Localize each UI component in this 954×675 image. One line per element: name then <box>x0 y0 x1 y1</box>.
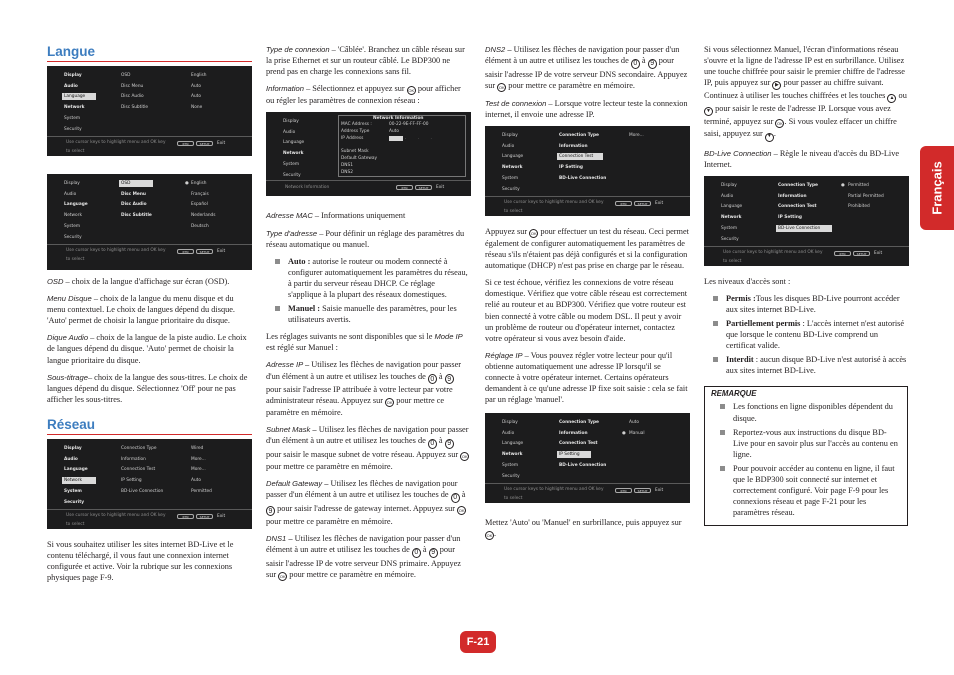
setting-item: IP Setting <box>778 214 802 220</box>
exit-label: Exit <box>655 200 664 206</box>
setting-item: Information <box>559 143 588 149</box>
rtn-button: RTN <box>615 488 632 493</box>
field-label: Address Type <box>341 129 370 135</box>
menu-item: System <box>721 225 738 231</box>
menu-item: Display <box>64 181 80 186</box>
remark-title: REMARQUE <box>711 389 757 399</box>
ip-field-dots: . . . <box>405 136 437 142</box>
ip-paragraph: Adresse IP – Utilisez les flèches de navigation pour passer d'un élément à un autre et utilisez les touches de 0 à 9 pour saisir l'adresse IP attribuée à votre lecteur par votre administrateur réseau. Appuyez sur OK pour mettre ce paramètre en mémoire. <box>266 360 462 418</box>
screenshot-bdlive-connection <box>704 176 909 266</box>
address-type-paragraph: Type d'adresse – Pour définir un réglage des paramètres du réseau automatique ou manuel. <box>266 228 465 249</box>
bdlive-connection-paragraph: BD-Live Connection – Règle le niveau d'accès du BD-Live Internet. <box>704 148 900 169</box>
rtn-button: RTN <box>615 201 632 206</box>
setting-value: Permitted <box>191 488 212 494</box>
menu-item: Security <box>64 127 82 132</box>
field-label: Default Gateway <box>341 156 378 162</box>
screenshot-language-menu <box>47 66 252 156</box>
setup-button: SETUP <box>196 249 213 254</box>
radio-dot-icon: ● <box>622 431 626 437</box>
rtn-button: RTN <box>834 251 851 256</box>
page-number: F-21 <box>460 631 496 653</box>
list-item: Reportez-vous aux instructions du disque BD-Live pour en savoir plus sur l'accès au contenu en ligne. <box>711 427 901 460</box>
divider <box>485 483 690 484</box>
osd-paragraph: OSD – choix de la langue d'affichage sur écran (OSD). <box>47 277 230 286</box>
menu-item: Audio <box>64 192 77 197</box>
ok-key-icon: OK <box>497 83 506 92</box>
screenshot-connection-test <box>485 126 690 216</box>
exit-label: Exit <box>436 185 445 191</box>
connection-type-paragraph: Type de connexion – 'Câblée'. Branchez un câble réseau sur la prise Ethernet et sur un routeur câblé. Le BDP300 ne prend pas en charge les connexions sans fil. <box>266 45 465 77</box>
setting-value: None <box>191 105 203 110</box>
footer-hint: Network Information <box>285 185 330 191</box>
menu-item: Security <box>502 474 520 480</box>
option: Nederlands <box>191 213 216 218</box>
setting-item: Disc Menu <box>121 84 144 89</box>
divider <box>47 244 252 245</box>
option: Deutsch <box>191 224 209 229</box>
key-9-icon: 9 <box>445 374 454 384</box>
setting-item: Disc Menu <box>121 192 146 197</box>
mac-value: 00-22-9E-FF-FF-00 <box>389 122 429 128</box>
exit-label: Exit <box>874 250 883 256</box>
menu-item: Security <box>64 235 82 240</box>
list-item: Pour pouvoir accéder au contenu en ligne, il faut que le BDP300 soit connecté sur internet et correctement configuré. Voir page F-9 pour les connexions réseau et page F-21 pour les paramètres réseau. <box>711 463 901 518</box>
info-title: Network Information <box>373 116 424 122</box>
setting-item: Disc Subtitle <box>121 213 152 218</box>
footer-hint: Use cursor keys to highlight menu and OK key to select <box>66 248 166 262</box>
mac-paragraph: Adresse MAC – Informations uniquement <box>266 211 406 221</box>
key-0-icon: 0 <box>451 493 460 503</box>
divider <box>704 246 909 247</box>
ok-key-icon: OK <box>485 531 494 540</box>
exit-label: Exit <box>217 249 226 254</box>
setting-item: IP Setting <box>121 477 142 483</box>
press-ok-paragraph: Appuyez sur OK pour effectuer un test du réseau. Ceci permet également de configurer automatiquement les paramètres de réseau s'ils n'étaient pas déjà configurés et si la configuration automatique (DHCP) n'est pas prise en charge par le réseau. <box>485 226 689 271</box>
footer-hint: Use cursor keys to highlight menu and OK key to select <box>504 487 604 502</box>
list-item: Partiellement permis : L'accès internet n'est autorisé que lorsque le contenu BD-Live comprend un certificat valide. <box>704 318 908 351</box>
menu-item: Network <box>64 105 85 110</box>
menu-item: Display <box>64 73 82 78</box>
setting-value: More... <box>191 466 206 472</box>
field-label: DNS2 <box>341 170 353 176</box>
divider <box>47 136 252 137</box>
setup-button: SETUP <box>196 514 213 519</box>
column-3 <box>485 44 689 546</box>
setting-item: BD-Live Connection <box>121 488 164 494</box>
option: Français <box>191 192 209 197</box>
rtn-button: RTN <box>177 514 194 519</box>
setting-value: More... <box>191 456 206 462</box>
setting-item-selected: BD-Live Connection <box>776 225 832 232</box>
levels-intro: Les niveaux d'accès sont : <box>704 276 791 286</box>
ok-key-icon: OK <box>775 119 784 128</box>
setting-value: Wired <box>191 445 204 451</box>
language-side-tab: Français <box>920 146 954 230</box>
address-type-list <box>266 256 470 326</box>
address-type-value: Auto <box>389 129 399 135</box>
divider <box>266 180 471 181</box>
menu-item: System <box>64 116 81 121</box>
menu-item: Language <box>283 140 305 146</box>
remark-list <box>711 401 901 518</box>
menu-item: Network <box>502 164 523 170</box>
setting-item-selected: IP Setting <box>557 451 591 458</box>
setup-button: SETUP <box>415 185 432 190</box>
connection-test-paragraph: Test de connexion – Lorsque votre lecteur teste la connexion internet, il envoie une adresse IP. <box>485 98 688 119</box>
footer-hint: Use cursor keys to highlight menu and OK key to select <box>723 249 823 264</box>
ok-key-icon: OK <box>457 506 466 515</box>
mask-paragraph: Subnet Mask – Utilisez les flèches de navigation pour passer d'un élément à un autre et utilisez les touches de 0 à 9 pour saisir le masque subnet de votre réseau. Appuyez sur OK pour mettre ce paramètre en mémoire. <box>266 425 469 472</box>
setup-button: SETUP <box>196 141 213 146</box>
test-failure-paragraph: Si ce test échoue, vérifiez les connexions de votre réseau domestique. Vérifiez que votre câble réseau est correctement relié au routeur et au BDP300. Vérifiez que votre routeur est bien connecté à votre câble ou modem DSL. Il peut y avoir un problème de routeur ou d'opérateur internet, contactez votre opérateur si vous avez besoin d'aide. <box>485 278 688 343</box>
column-1 <box>47 44 252 589</box>
setup-button: SETUP <box>853 251 870 256</box>
key-9-icon: 9 <box>445 439 454 449</box>
down-arrow-key-icon: ▼ <box>765 133 774 142</box>
menu-item: Audio <box>64 456 78 462</box>
menu-item: Language <box>721 203 743 209</box>
screenshot-network-menu <box>47 439 252 529</box>
divider <box>485 196 690 197</box>
screenshot-network-information <box>266 112 471 196</box>
field-label: MAC Address : <box>341 122 372 128</box>
menu-item: Audio <box>283 130 296 136</box>
info-panel <box>338 115 466 177</box>
option: Español <box>191 202 208 207</box>
option: Partial Permitted <box>848 193 884 199</box>
option: Prohibited <box>848 203 870 209</box>
menu-item-selected: Network <box>62 477 96 484</box>
rtn-button: RTN <box>177 249 194 254</box>
setup-button: SETUP <box>634 488 651 493</box>
setting-item: Connection Test <box>778 203 817 209</box>
menu-item: Security <box>502 186 520 192</box>
menu-item: System <box>283 162 300 168</box>
exit-label: Exit <box>217 141 226 146</box>
menu-item: Language <box>502 153 524 159</box>
dns2-paragraph: DNS2 – Utilisez les flèches de navigation pour passer d'un élément à un autre et utilisez les touches de 0 à 9 pour saisir l'adresse IP de votre serveur DNS secondaire. Appuyez sur OK pour mettre ce paramètre en mémoire. <box>485 44 689 92</box>
key-0-icon: 0 <box>428 439 437 449</box>
setting-item: BD-Live Connection <box>559 175 607 181</box>
ok-key-icon: OK <box>278 572 287 581</box>
heading-langue: Langue <box>47 44 252 62</box>
menu-item: Network <box>283 151 304 157</box>
key-0-icon: 0 <box>428 374 437 384</box>
menu-item: Security <box>283 173 301 179</box>
menu-item-selected: Language <box>62 93 96 100</box>
menu-item: Display <box>283 119 299 125</box>
radio-dot-icon: ● <box>185 181 189 186</box>
setting-item: Connection Test <box>121 466 156 472</box>
setting-item: BD-Live Connection <box>559 463 607 469</box>
menu-item: Network <box>502 452 523 458</box>
setting-value: More... <box>629 132 644 138</box>
right-arrow-key-icon: ▶ <box>772 81 781 90</box>
down-arrow-key-icon: ▼ <box>704 107 713 116</box>
menu-item: Audio <box>502 143 515 149</box>
menu-item: Network <box>64 213 82 218</box>
footer-hint: Use cursor keys to highlight menu and OK key to select <box>504 199 604 214</box>
menu-item: Language <box>64 202 88 207</box>
mode-paragraph: Les réglages suivants ne sont disponibles que si le Mode IP est réglé sur Manuel : <box>266 332 463 353</box>
option: Manual <box>629 431 645 437</box>
field-label: IP Address <box>341 136 364 142</box>
setting-item: Connection Type <box>121 445 157 451</box>
option: English <box>191 181 207 186</box>
option: Permitted <box>848 182 869 188</box>
option: Auto <box>629 420 639 426</box>
ok-key-icon: OK <box>529 229 538 238</box>
field-label: Subnet Mask <box>341 149 369 155</box>
divider <box>47 509 252 510</box>
auto-manual-paragraph: Mettez 'Auto' ou 'Manuel' en surbrillance, puis appuyez sur OK . <box>485 517 689 540</box>
menu-item: Display <box>502 132 518 138</box>
subtitle-paragraph: Sous-titrage– choix de la langue des sous-titres. Le choix de langues dépend du disque. Sélectionnez 'Off' pour ne pas afficher les sous-titres. <box>47 372 248 404</box>
list-item: Interdit : aucun disque BD-Live n'est autorisé à accès aux sites internet BD-Live. <box>704 354 908 376</box>
menu-item: Language <box>64 466 88 472</box>
ok-key-icon: OK <box>460 452 469 461</box>
setting-value: Auto <box>191 94 201 99</box>
menu-item: Display <box>721 182 737 188</box>
menu-item: Network <box>721 214 742 220</box>
setting-item: OSD <box>121 73 131 78</box>
column-2 <box>266 44 470 587</box>
setting-item: Connection Type <box>778 182 818 188</box>
menu-item: System <box>64 224 81 229</box>
key-9-icon: 9 <box>648 59 657 69</box>
remark-box <box>704 386 908 526</box>
rtn-button: RTN <box>396 185 413 190</box>
list-item: Auto : autorise le routeur ou modem connecté à configurer automatiquement les paramètres du réseau, à partir du serveur réseau DHCP. Ce réglage s'applique à la plupart des réseaux domestiques. <box>266 256 470 300</box>
menu-item: Security <box>721 236 739 242</box>
menu-item: Language <box>502 441 524 447</box>
ok-key-icon: OK <box>385 398 394 407</box>
list-item: Les fonctions en ligne disponibles dépendent du disque. <box>711 401 901 423</box>
menu-item: Display <box>64 445 82 451</box>
menu-item: Security <box>64 499 85 505</box>
ok-key-icon: OK <box>407 86 416 95</box>
radio-dot-icon: ● <box>841 182 845 188</box>
setting-item: Information <box>121 456 146 462</box>
menu-item: Audio <box>721 193 734 199</box>
setup-button: SETUP <box>634 201 651 206</box>
screenshot-osd-options <box>47 174 252 270</box>
key-9-icon: 9 <box>429 548 438 558</box>
setting-item: Disc Audio <box>121 94 144 99</box>
exit-label: Exit <box>655 488 664 494</box>
footer-hint: Use cursor keys to highlight menu and OK key to select <box>66 512 166 527</box>
gateway-paragraph: Default Gateway – Utilisez les flèches de navigation pour passer d'un élément à un autre et utilisez les touches de 0 à 9 pour saisir l'adresse de gateway internet. Appuyez sur OK pour mettre ce paramètre en mémoire. <box>266 479 466 527</box>
ip-field-cursor <box>389 136 403 141</box>
manual-entry-paragraph: Si vous sélectionnez Manuel, l'écran d'informations réseau s'ouvre et la ligne de l'adresse IP est en surbrillance. Utilisez une touche chiffrée pour saisir le premier chiffre de l'adresse IP, puis appuyez sur ▶ pour passer au chiffre suivant. Continuez à utiliser les touches chiffrées et les touches ▲ ou ▼ pour saisir le reste de l'adresse IP. Lorsque vous avez terminé, appuyez sur OK . Si vous voulez effacer un chiffre saisi, appuyez sur ▼ . <box>704 44 908 142</box>
audio-paragraph: Dique Audio – choix de la langue de la piste audio. Le choix de langues dépend du disque. 'Auto' permet de choisir la langue prioritaire du disque. <box>47 333 247 365</box>
setting-item: Information <box>778 193 807 199</box>
setting-value: Auto <box>191 84 201 89</box>
ip-setting-paragraph: Réglage IP – Vous pouvez régler votre lecteur pour qu'il obtienne automatiquement une adresse IP lorsqu'il se connecte à votre opérateur internet. Certains opérateurs demandent à ce qu'une adresse IP fixe soit saisie : cela se fait par un réglage 'manuel'. <box>485 350 688 405</box>
key-0-icon: 0 <box>412 548 421 558</box>
menu-item: Audio <box>64 84 78 89</box>
menu-paragraph: Menu Disque – choix de la langue du menu disque et du menu contextuel. Le choix de langues dépend du disque. 'Auto' permet de choisir la langue prioritaire du disque. <box>47 294 236 326</box>
screenshot-ip-setting <box>485 413 690 503</box>
menu-item: Display <box>502 420 518 426</box>
setting-item: Information <box>559 431 588 437</box>
setting-item: Connection Test <box>559 441 598 447</box>
menu-item: Audio <box>502 431 515 437</box>
heading-reseau: Réseau <box>47 417 252 435</box>
menu-item: System <box>502 463 519 469</box>
menu-item: System <box>502 175 519 181</box>
setting-item: Disc Audio <box>121 202 147 207</box>
list-item: Permis :Tous les disques BD-Live pourront accéder aux sites internet BD-Live. <box>704 293 908 315</box>
setting-item: Connection Type <box>559 132 599 138</box>
footer-hint: Use cursor keys to highlight menu and OK key to select <box>66 140 166 154</box>
list-item: Manuel : Saisie manuelle des paramètres, pour les utilisateurs avertis. <box>266 303 470 325</box>
menu-item: System <box>64 488 82 494</box>
key-9-icon: 9 <box>266 506 275 516</box>
setting-value: English <box>191 73 207 78</box>
exit-label: Exit <box>217 513 226 519</box>
key-0-icon: 0 <box>631 59 640 69</box>
setting-item: Connection Type <box>559 420 599 426</box>
information-paragraph: Information – Sélectionnez et appuyez sur OK pour afficher ou régler les paramètres de connexion réseau : <box>266 84 461 106</box>
field-label: DNS1 <box>341 163 353 169</box>
column-4 <box>704 44 908 526</box>
setting-item: IP Setting <box>559 164 583 170</box>
dns1-paragraph: DNS1 – Utilisez les flèches de navigation pour passer d'un élément à un autre et utilisez les touches de 0 à 9 pour saisir l'adresse IP de votre serveur DNS primaire. Appuyez sur OK pour mettre ce paramètre en mémoire. <box>266 533 470 581</box>
access-levels-list <box>704 293 908 377</box>
setting-item-selected: Connection Test <box>557 153 603 160</box>
bdlive-paragraph: Si vous souhaitez utiliser les sites internet BD-Live et le contenu téléchargé, il vous faut une connexion internet configurée et active. Voir la rubrique sur les connexions physiques page F-9. <box>47 539 234 583</box>
setting-value: Auto <box>191 477 201 483</box>
setting-item-selected: OSD <box>119 180 153 187</box>
up-arrow-key-icon: ▲ <box>887 94 896 103</box>
rtn-button: RTN <box>177 141 194 146</box>
setting-item: Disc Subtitle <box>121 105 149 110</box>
